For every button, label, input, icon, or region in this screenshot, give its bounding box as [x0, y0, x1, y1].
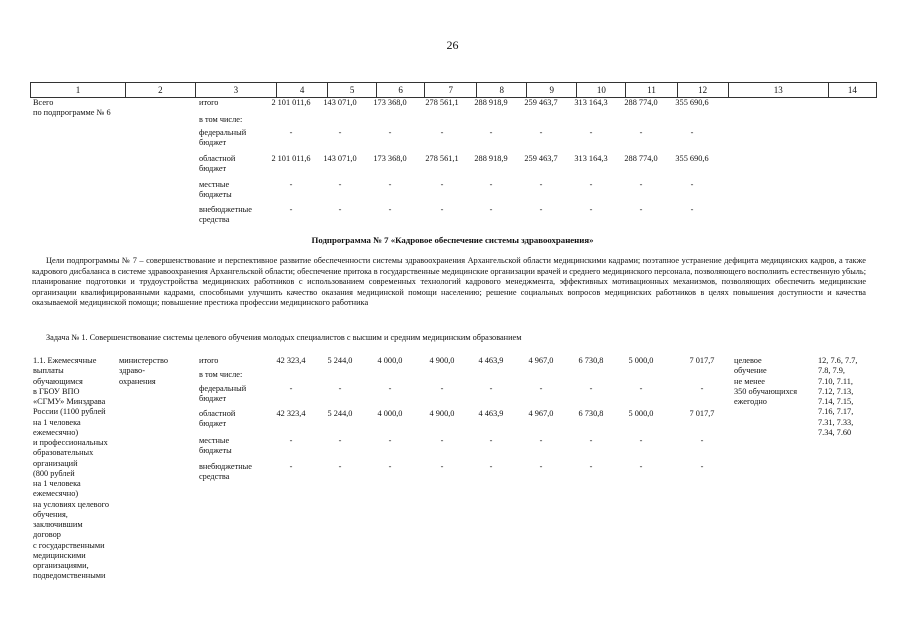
header-col-12: 12 — [677, 83, 728, 98]
item-value-cell: - — [539, 436, 543, 445]
item-result: целевое обучение не менее 350 обучающихся ежегодно — [734, 356, 798, 407]
item-indicators: 12, 7.6, 7.7, 7.8, 7.9, 7.10, 7.11, 7.12, 7.13, 7.14, 7.15, 7.16, 7.17, 7.31, 7.33, 7.34, 7.60 — [818, 356, 858, 438]
block6-value-cell: 143 071,0 — [323, 98, 357, 107]
block6-row-label: внебюджетные средства — [199, 205, 252, 225]
block6-value-cell: 355 690,6 — [675, 154, 709, 163]
item-value-cell: - — [700, 436, 704, 445]
block6-value-cell: - — [289, 180, 293, 189]
item-value-cell: 5 244,0 — [327, 356, 353, 365]
block6-value-cell: 259 463,7 — [524, 154, 558, 163]
item-value-cell: 4 900,0 — [429, 409, 455, 418]
block6-value-cell: - — [589, 128, 593, 137]
item-value-cell: - — [289, 462, 293, 471]
block6-value-cell: - — [589, 205, 593, 214]
item-row-label: федеральный бюджет — [199, 384, 247, 404]
header-col-10: 10 — [577, 83, 626, 98]
block6-value-cell: - — [639, 128, 643, 137]
item-value-cell: - — [440, 462, 444, 471]
item-row-label: итого — [199, 356, 219, 365]
block6-row-label: областной бюджет — [199, 154, 236, 174]
column-header-row — [30, 82, 877, 98]
item-value-cell: - — [700, 384, 704, 393]
block6-value-cell: - — [589, 180, 593, 189]
item-value-cell: - — [639, 436, 643, 445]
item-value-cell: 4 463,9 — [478, 409, 504, 418]
item-row-label: областной бюджет — [199, 409, 236, 429]
block6-value-cell: - — [289, 128, 293, 137]
item-value-cell: - — [589, 384, 593, 393]
header-col-6: 6 — [377, 83, 425, 98]
block6-value-cell: 259 463,7 — [524, 98, 558, 107]
item-value-cell: 7 017,7 — [689, 409, 715, 418]
block6-value-cell: 288 774,0 — [624, 154, 658, 163]
item-row-label: местные бюджеты — [199, 436, 232, 456]
item-value-cell: 42 323,4 — [276, 356, 306, 365]
block6-value-cell: 2 101 011,6 — [271, 98, 311, 107]
header-col-9: 9 — [527, 83, 577, 98]
block6-value-cell: 2 101 011,6 — [271, 154, 311, 163]
item-value-cell: 4 967,0 — [528, 356, 554, 365]
block6-value-cell: - — [690, 128, 694, 137]
item-value-cell: 5 000,0 — [628, 356, 654, 365]
block6-row-label: федеральный бюджет — [199, 128, 247, 148]
header-col-3: 3 — [195, 83, 276, 98]
item-value-cell: 5 244,0 — [327, 409, 353, 418]
item-value-cell: 4 000,0 — [377, 409, 403, 418]
item-value-cell: - — [338, 462, 342, 471]
item-description: 1.1. Ежемесячные выплаты обучающимся в ГБОУ ВПО «СГМУ» Минздрава России (1100 рублей на 1 человека ежемесячно) и профессиональных образовательных организаций (800 рублей на 1 человека ежемесячно) на условиях целевого обучения, заключившим договор с государственными медицинскими организациями, подведомственными — [33, 356, 110, 581]
item-value-cell: 42 323,4 — [276, 409, 306, 418]
block6-value-cell: 278 561,1 — [425, 154, 459, 163]
block6-value-cell: - — [539, 128, 543, 137]
goals-paragraph: Цели подпрограммы № 7 – совершенствование и перспективное развитие обеспеченности системы здравоохранения Архангельской области медицинскими кадрами; поэтапное устранение дефицита медицинских кадров, а также кадрового дисбаланса в системе здравоохранения Архангельской области; обеспечение притока в государственные медицинские организации врачей и среднего медицинского персонала, позволяющего восполнить естественную убыль; планирование подготовки и трудоустройства медицинских работников с использованием современных технологий кадрового менеджмента, эффективных мотивационных механизмов, позволяющих обеспечить медицинские организации квалифицированными кадрами, способными улучшить качество оказания медицинской помощи населению; решение социальных вопросов медицинских работников в целях повышения доступности и качества оказываемой медицинской помощи; повышение престижа профессии медицинского работника — [32, 256, 866, 308]
block6-value-cell: 288 774,0 — [624, 98, 658, 107]
item-value-cell: 4 900,0 — [429, 356, 455, 365]
item-value-cell: - — [289, 436, 293, 445]
block6-value-cell: - — [539, 180, 543, 189]
block6-value-cell: - — [639, 205, 643, 214]
block6-value-cell: - — [289, 205, 293, 214]
block6-value-cell: - — [440, 205, 444, 214]
block6-row-label: итого — [199, 98, 219, 107]
header-col-7: 7 — [425, 83, 477, 98]
block6-value-cell: 288 918,9 — [474, 154, 508, 163]
block6-value-cell: - — [338, 205, 342, 214]
block6-value-cell: - — [539, 205, 543, 214]
item-value-cell: - — [589, 436, 593, 445]
item-value-cell: - — [388, 384, 392, 393]
block6-value-cell: - — [338, 128, 342, 137]
block6-value-cell: 173 368,0 — [373, 98, 407, 107]
block6-value-cell: 313 164,3 — [574, 98, 608, 107]
block6-value-cell: - — [690, 180, 694, 189]
block6-value-cell: 278 561,1 — [425, 98, 459, 107]
item-value-cell: - — [589, 462, 593, 471]
header-col-2: 2 — [126, 83, 196, 98]
block6-value-cell: - — [489, 128, 493, 137]
block6-value-cell: - — [440, 180, 444, 189]
header-col-14: 14 — [828, 83, 876, 98]
item-value-cell: 6 730,8 — [578, 356, 604, 365]
item-value-cell: 6 730,8 — [578, 409, 604, 418]
block6-row-label: местные бюджеты — [199, 180, 232, 200]
item-value-cell: - — [700, 462, 704, 471]
item-value-cell: - — [289, 384, 293, 393]
item-value-cell: - — [489, 436, 493, 445]
block6-value-cell: 173 368,0 — [373, 154, 407, 163]
item-value-cell: 4 463,9 — [478, 356, 504, 365]
item-value-cell: - — [338, 436, 342, 445]
block6-value-cell: - — [388, 180, 392, 189]
item-value-cell: - — [539, 384, 543, 393]
page-number: 26 — [446, 38, 459, 52]
block6-value-cell: - — [440, 128, 444, 137]
task-title: Задача № 1. Совершенствование системы целевого обучения молодых специалистов с высшим и средним медицинским образованием — [46, 333, 522, 342]
item-value-cell: - — [440, 436, 444, 445]
header-col-5: 5 — [328, 83, 377, 98]
item-row-label: в том числе: — [199, 370, 243, 379]
block6-value-cell: - — [489, 180, 493, 189]
block6-value-cell: - — [690, 205, 694, 214]
block6-value-cell: 355 690,6 — [675, 98, 709, 107]
block6-value-cell: 288 918,9 — [474, 98, 508, 107]
block6-value-cell: - — [388, 205, 392, 214]
header-col-1: 1 — [31, 83, 126, 98]
item-value-cell: 4 967,0 — [528, 409, 554, 418]
item-value-cell: - — [489, 462, 493, 471]
block6-value-cell: - — [338, 180, 342, 189]
block6-value-cell: 313 164,3 — [574, 154, 608, 163]
block6-value-cell: - — [639, 180, 643, 189]
block6-value-cell: 143 071,0 — [323, 154, 357, 163]
item-value-cell: - — [388, 436, 392, 445]
header-col-11: 11 — [626, 83, 677, 98]
item-value-cell: 5 000,0 — [628, 409, 654, 418]
item-value-cell: 4 000,0 — [377, 356, 403, 365]
item-value-cell: - — [639, 462, 643, 471]
item-value-cell: - — [639, 384, 643, 393]
block6-value-cell: - — [388, 128, 392, 137]
header-col-4: 4 — [277, 83, 328, 98]
item-value-cell: - — [539, 462, 543, 471]
item-value-cell: - — [440, 384, 444, 393]
subprogram-title: Подпрограмма № 7 «Кадровое обеспечение системы здравоохранения» — [311, 235, 594, 245]
item-executor: министерство здраво- охранения — [119, 356, 169, 386]
item-value-cell: - — [388, 462, 392, 471]
item-row-label: внебюджетные средства — [199, 462, 252, 482]
header-col-8: 8 — [477, 83, 527, 98]
item-value-cell: - — [338, 384, 342, 393]
block6-row-label: в том числе: — [199, 115, 243, 124]
item-value-cell: 7 017,7 — [689, 356, 715, 365]
block6-label: Всего по подпрограмме № 6 — [33, 98, 111, 118]
block6-value-cell: - — [489, 205, 493, 214]
header-col-13: 13 — [728, 83, 828, 98]
item-value-cell: - — [489, 384, 493, 393]
